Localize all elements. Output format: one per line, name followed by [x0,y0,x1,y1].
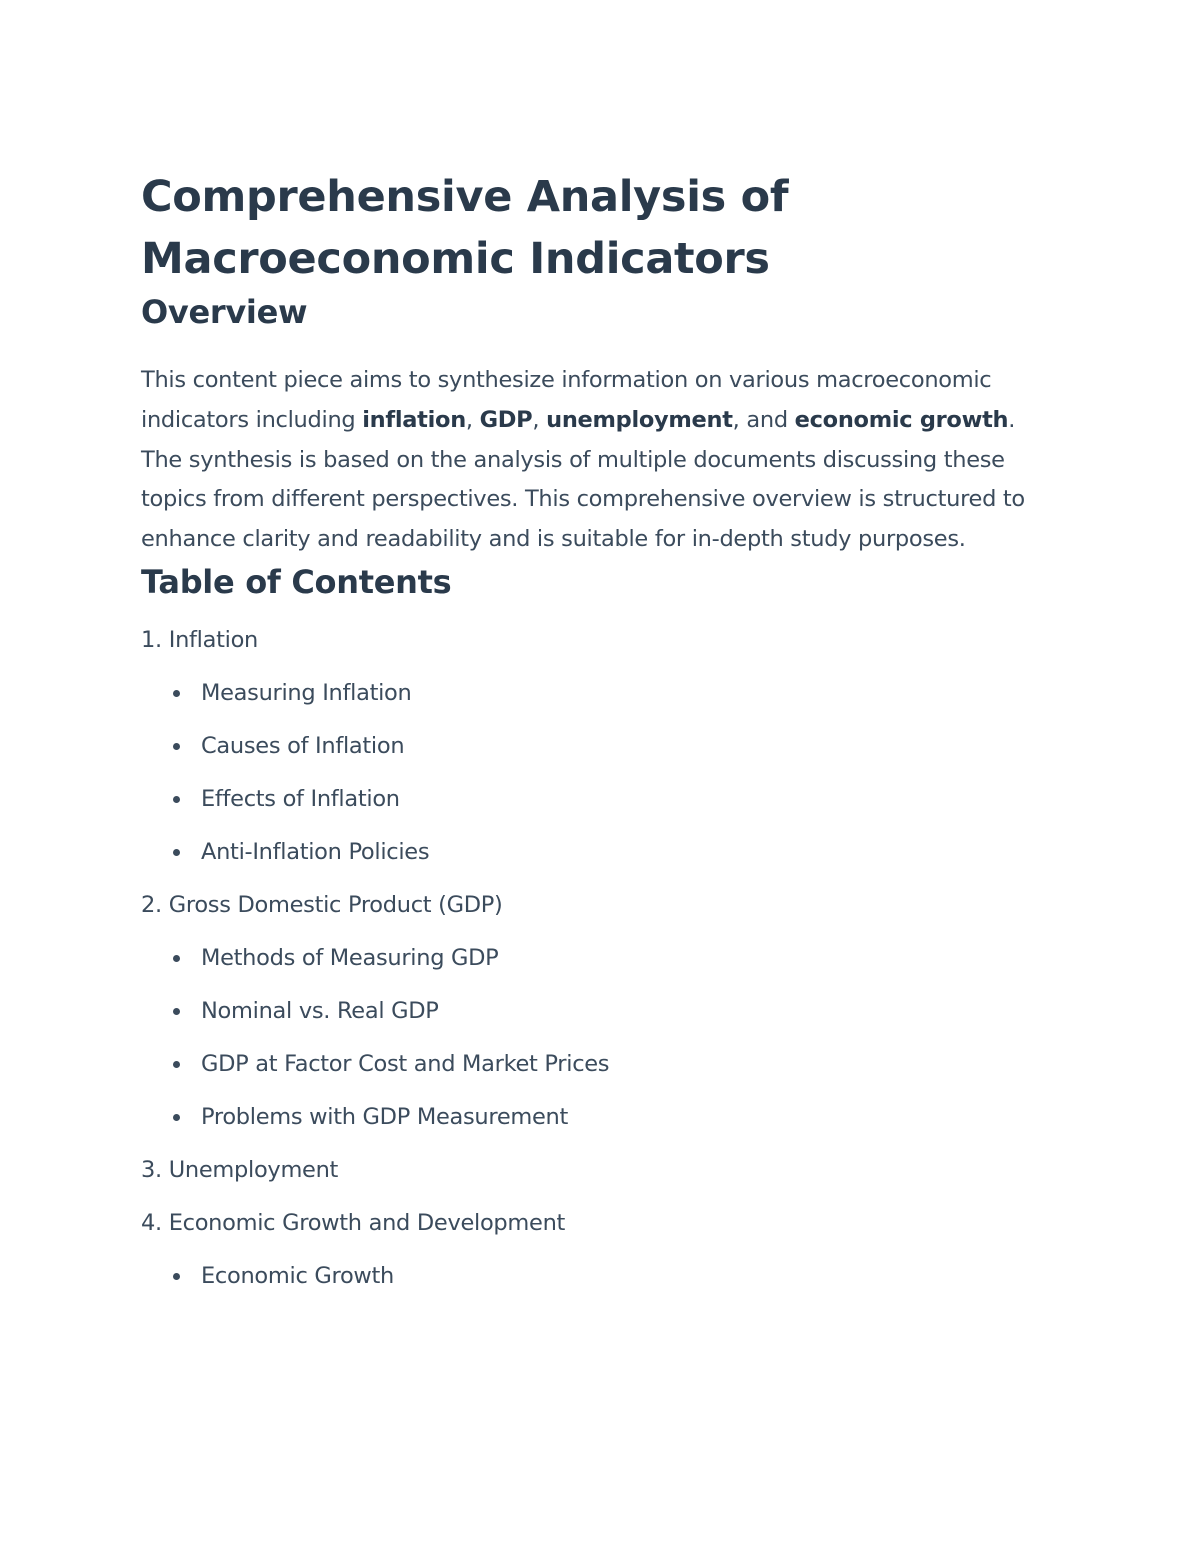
table-of-contents [141,625,1051,1291]
toc-subitem-label: GDP at Factor Cost and Market Prices [201,1050,610,1077]
overview-sep-1: , [465,406,480,433]
toc-subitem-label: Economic Growth [201,1262,395,1289]
toc-subitem [171,943,1051,973]
toc-subitem [171,731,1051,761]
overview-sep-2: , [532,406,547,433]
toc-item-label: Unemployment [168,1156,339,1183]
overview-bold-unemployment: unemployment [546,406,733,433]
bullet-icon [173,690,180,697]
toc-item-inflation [141,625,1051,867]
overview-paragraph [141,361,1051,560]
bullet-icon [173,743,180,750]
overview-bold-gdp: GDP [479,406,533,433]
toc-item-label: Inflation [168,626,258,653]
overview-text-2: . The synthesis is based on the analysis of multiple documents discussing these topics from different perspectives. This comprehensive overview is structured to enhance clarity and readability and is suitable for in-depth study purposes. [141,406,1025,553]
toc-subitem-label: Problems with GDP Measurement [201,1103,568,1130]
toc-item-unemployment [141,1155,1051,1185]
overview-text-1: This content piece aims to synthesize information on various macroeconomic indicators including [141,367,992,433]
bullet-icon [173,849,180,856]
bullet-icon [173,1008,180,1015]
toc-item-number: 4. [141,1209,162,1236]
toc-subitem [171,678,1051,708]
toc-sublist [141,678,1051,867]
toc-subitem-label: Measuring Inflation [201,679,412,706]
toc-item-number: 1. [141,626,162,653]
toc-subitem-label: Nominal vs. Real GDP [201,997,439,1024]
document-page [141,166,1051,1291]
overview-heading: Overview [141,293,308,331]
toc-item-label: Economic Growth and Development [168,1209,566,1236]
bullet-icon [173,1273,180,1280]
toc-subitem-label: Effects of Inflation [201,785,400,812]
bullet-icon [173,955,180,962]
page-title: Comprehensive Analysis of Macroeconomic Indicators [141,172,789,284]
toc-item-economic-growth [141,1208,1051,1291]
toc-sublist [141,943,1051,1132]
overview-bold-economic-growth: economic growth [794,406,1009,433]
toc-heading: Table of Contents [141,562,452,601]
toc-item-gdp [141,890,1051,1132]
toc-subitem [171,784,1051,814]
bullet-icon [173,1114,180,1121]
bullet-icon [173,796,180,803]
overview-sep-3: , and [732,406,795,433]
toc-subitem [171,1049,1051,1079]
toc-item-label: Gross Domestic Product (GDP) [168,891,503,918]
toc-subitem-label: Anti-Inflation Policies [201,838,430,865]
toc-item-number: 2. [141,891,162,918]
toc-item-number: 3. [141,1156,162,1183]
toc-subitem [171,996,1051,1026]
bullet-icon [173,1061,180,1068]
toc-subitem [171,1102,1051,1132]
overview-bold-inflation: inflation [362,406,466,433]
toc-subitem-label: Methods of Measuring GDP [201,944,499,971]
toc-subitem [171,1261,1051,1291]
toc-subitem-label: Causes of Inflation [201,732,405,759]
toc-sublist [141,1261,1051,1291]
toc-subitem [171,837,1051,867]
